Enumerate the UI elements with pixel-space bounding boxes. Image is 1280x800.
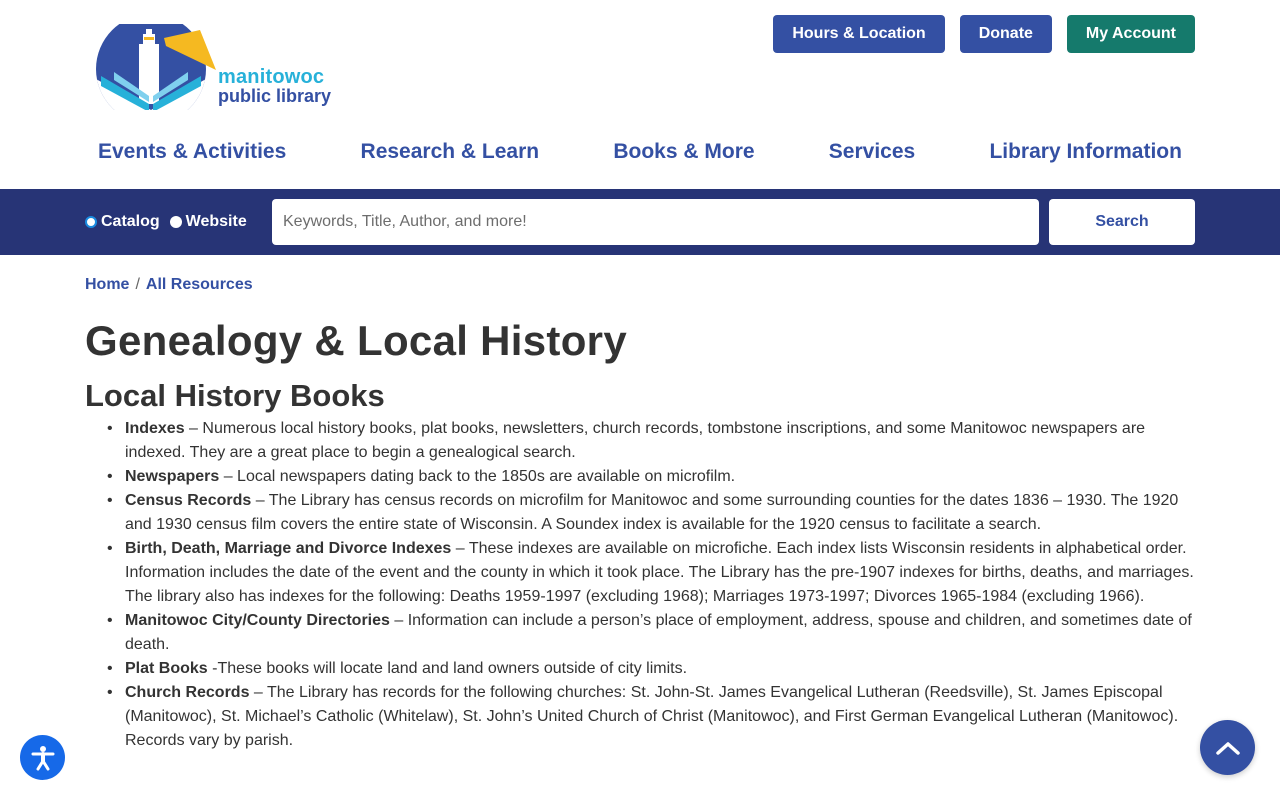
logo-line-1: manitowoc [218, 66, 325, 88]
item-description: – Information can include a person’s place of employment, address, spouse and children, and sometimes date of death. [125, 612, 1192, 653]
main-content [85, 270, 1197, 753]
nav-library-information[interactable]: Library Information [989, 140, 1182, 163]
item-term: Manitowoc City/County Directories [125, 612, 390, 629]
scope-website-label: Website [185, 213, 247, 230]
nav-research-learn[interactable]: Research & Learn [360, 140, 540, 163]
radio-unchecked-icon[interactable] [170, 216, 182, 228]
page-title: Genealogy & Local History [85, 317, 627, 364]
chevron-up-icon [1215, 740, 1241, 756]
search-button[interactable]: Search [1049, 199, 1195, 245]
breadcrumb-home[interactable]: Home [85, 276, 130, 293]
hours-location-button[interactable]: Hours & Location [773, 15, 944, 53]
search-bar [0, 189, 1280, 255]
list-item [125, 489, 1197, 537]
item-description: – The Library has records for the following churches: St. John-St. James Evangelical Lutheran (Reedsville), St. James Episcopal (Manitowoc), St. Michael’s Catholic (Whitelaw), St. John’s United Church of Christ (Manitowoc), and First German Evangelical Lutheran (Manitowoc). Records vary by parish. [125, 684, 1179, 749]
main-nav [98, 140, 1182, 164]
scope-catalog-radio[interactable] [85, 213, 160, 231]
logo-line-2: public library [218, 86, 332, 106]
accessibility-person-icon [29, 744, 57, 772]
list-item [125, 657, 1197, 681]
radio-checked-icon[interactable] [85, 216, 97, 228]
resource-list [85, 417, 1197, 753]
list-item [125, 681, 1197, 753]
library-logo[interactable] [96, 24, 336, 110]
accessibility-button[interactable] [20, 735, 65, 780]
item-term: Birth, Death, Marriage and Divorce Indexes [125, 540, 452, 557]
donate-button[interactable]: Donate [960, 15, 1052, 53]
list-item [125, 465, 1197, 489]
item-term: Plat Books [125, 660, 208, 677]
breadcrumb-separator: / [135, 276, 140, 293]
item-term: Church Records [125, 684, 250, 701]
item-term: Newspapers [125, 468, 220, 485]
item-description: – Numerous local history books, plat books, newsletters, church records, tombstone inscriptions, and some Manitowoc newspapers are indexed. They are a great place to begin a genealogical search. [125, 420, 1146, 461]
scope-catalog-label: Catalog [101, 213, 160, 230]
section-title: Local History Books [85, 378, 385, 413]
list-item [125, 417, 1197, 465]
utility-nav [773, 15, 1195, 53]
nav-books-more[interactable]: Books & More [613, 140, 755, 163]
scope-website-radio[interactable] [170, 213, 247, 231]
item-description: -These books will locate land and land owners outside of city limits. [207, 660, 688, 677]
item-description: – These indexes are available on microfiche. Each index lists Wisconsin residents in alphabetical order. Information includes the date of the event and the county in which it took place. The Library has the pre-1907 indexes for births, deaths, and marriages. The library also has indexes for the following: Deaths 1959-1997 (excluding 1968); Marriages 1973-1997; Divorces 1965-1984 (excluding 1966). [125, 540, 1194, 605]
item-term: Census Records [125, 492, 252, 509]
nav-events-activities[interactable]: Events & Activities [98, 140, 287, 163]
my-account-button[interactable]: My Account [1067, 15, 1195, 53]
list-item [125, 609, 1197, 657]
list-item [125, 537, 1197, 609]
item-description: – The Library has census records on microfilm for Manitowoc and some surrounding counties for the dates 1836 – 1930. The 1920 and 1930 census film covers the entire state of Wisconsin. A Soundex index is available for the 1920 census to facilitate a search. [125, 492, 1179, 533]
search-input[interactable] [272, 199, 1039, 245]
item-term: Indexes [125, 420, 185, 437]
breadcrumb-all-resources[interactable]: All Resources [145, 276, 253, 293]
search-scope-group [85, 189, 247, 255]
item-description: – Local newspapers dating back to the 1850s are available on microfilm. [219, 468, 736, 485]
breadcrumb [85, 270, 1197, 300]
site-header [0, 0, 1280, 189]
back-to-top-button[interactable] [1200, 720, 1255, 775]
lighthouse-logo-icon [96, 24, 216, 110]
logo-wordmark [218, 68, 331, 106]
nav-services[interactable]: Services [828, 140, 916, 163]
